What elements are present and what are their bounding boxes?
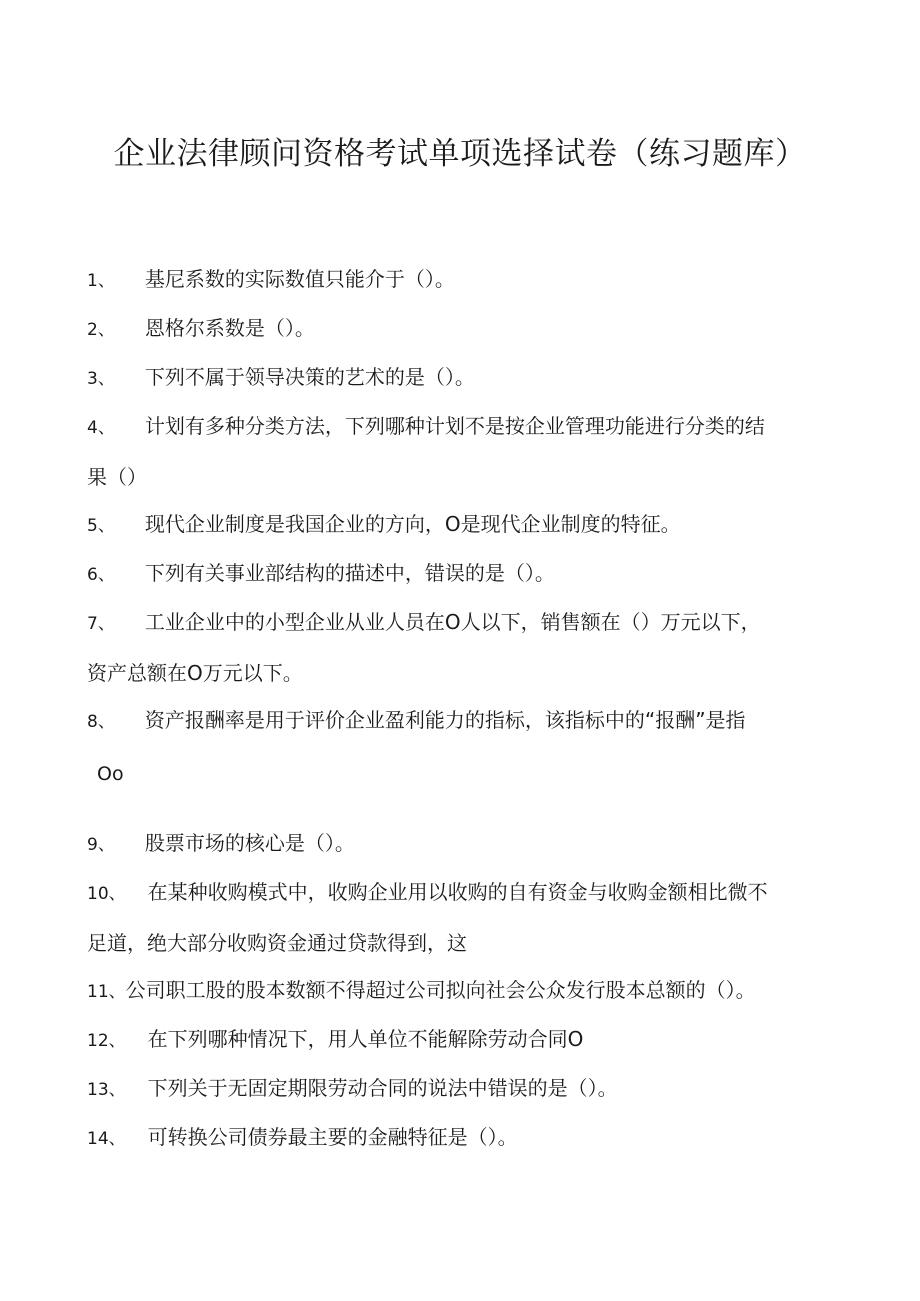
question-text: 股票市场的核心是（）。 — [144, 831, 355, 855]
question-text: 资产报酬率是用于评价企业盈利能力的指标，该指标中的“报酬”是指 — [144, 708, 746, 732]
question-text: 下列有关事业部结构的描述中，错误的是（）。 — [144, 561, 555, 585]
question-text: 恩格尔系数是（）。 — [144, 316, 315, 340]
question-number: 5、 — [87, 516, 115, 536]
question-9 — [87, 819, 827, 870]
question-number: 1、 — [87, 271, 115, 291]
question-number: 12、 — [87, 1031, 126, 1051]
question-number: 2、 — [87, 320, 115, 340]
question-number: 8、 — [87, 712, 115, 732]
question-text-continued: 资产总额在O万元以下。 — [87, 661, 303, 685]
question-6 — [87, 549, 827, 600]
question-number: 9、 — [87, 835, 115, 855]
question-number: 4、 — [87, 418, 115, 438]
question-11 — [87, 966, 827, 1017]
question-text: 现代企业制度是我国企业的方向，O是现代企业制度的特征。 — [144, 512, 681, 536]
question-text: 基尼系数的实际数值只能介于（）。 — [144, 267, 455, 291]
question-text-continued: 果（） — [87, 465, 147, 489]
question-text: 可转换公司债券最主要的金融特征是（）。 — [147, 1125, 518, 1149]
question-text: 计划有多种分类方法，下列哪种计划不是按企业管理功能进行分类的结 — [144, 414, 765, 438]
question-text-continued: Oo — [97, 763, 124, 785]
question-4 — [87, 402, 827, 502]
question-number: 10、 — [87, 884, 126, 904]
question-text: 在下列哪种情况下，用人单位不能解除劳动合同O — [147, 1027, 584, 1051]
question-14 — [87, 1113, 827, 1164]
question-number: 3、 — [87, 369, 115, 389]
question-text: 公司职工股的股本数额不得超过公司拟向社会公众发行股本总额的（）。 — [125, 978, 756, 1002]
question-number: 7、 — [87, 614, 115, 634]
question-12 — [87, 1015, 827, 1066]
question-text: 工业企业中的小型企业从业人员在O人以下，销售额在（）万元以下， — [144, 610, 761, 634]
question-10 — [87, 868, 827, 968]
question-8 — [87, 696, 827, 747]
page-title: 企业法律顾问资格考试单项选择试卷（练习题库） — [113, 136, 807, 172]
question-7 — [87, 598, 827, 698]
question-2 — [87, 304, 827, 355]
question-5 — [87, 500, 827, 551]
question-13 — [87, 1064, 827, 1115]
question-number: 11、 — [87, 982, 126, 1002]
question-text: 下列不属于领导决策的艺术的是（）。 — [144, 365, 475, 389]
question-number: 13、 — [87, 1080, 126, 1100]
question-text: 在某种收购模式中，收购企业用以收购的自有资金与收购金额相比微不 — [147, 880, 768, 904]
question-text-continued: 足道，绝大部分收购资金通过贷款得到，这 — [87, 931, 467, 955]
question-1 — [87, 255, 827, 306]
question-text: 下列关于无固定期限劳动合同的说法中错误的是（）。 — [147, 1076, 618, 1100]
question-3 — [87, 353, 827, 404]
question-number: 6、 — [87, 565, 115, 585]
question-number: 14、 — [87, 1129, 126, 1149]
